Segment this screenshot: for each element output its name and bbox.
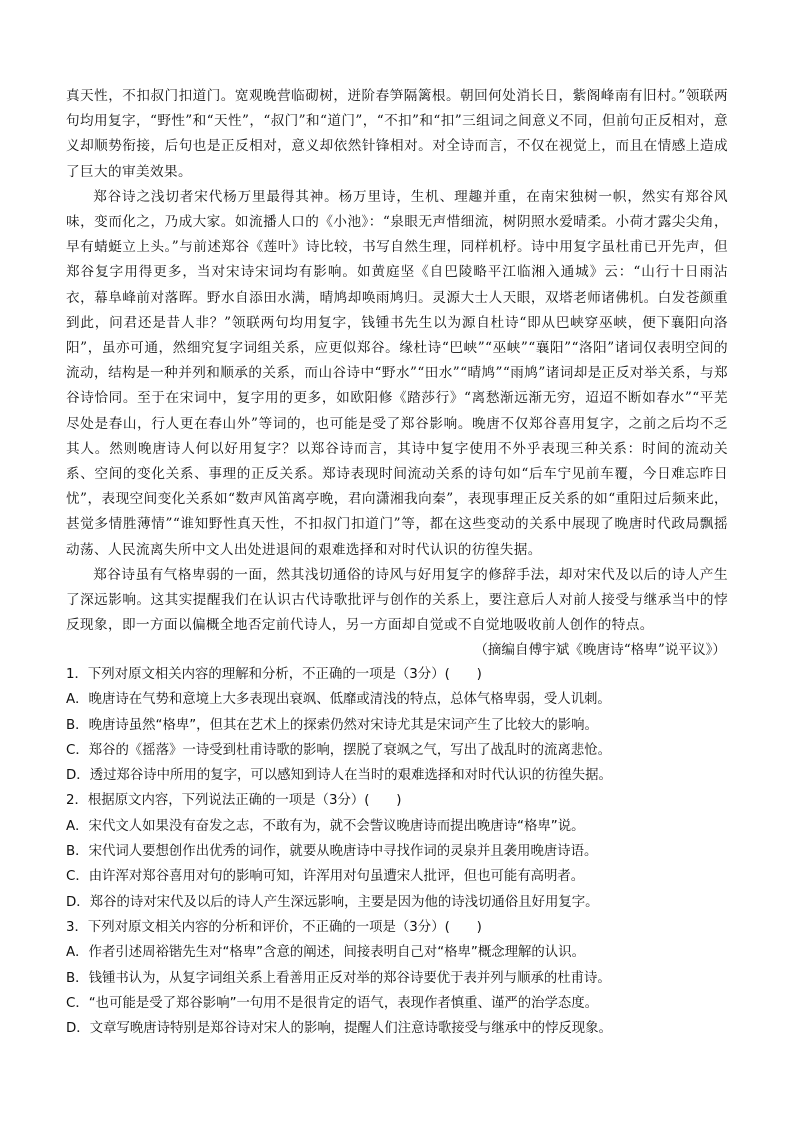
question-1-option-a: A．晚唐诗在气势和意境上大多表现出衰飒、低靡或清浅的特点，总体气格卑弱，受人讥刺。 [66,692,611,708]
question-3-option-d: D．文章写晚唐诗特别是郑谷诗对宋人的影响，提醒人们注意诗歌接受与继承中的悖反现象。 [66,1021,612,1037]
passage-paragraph-1: 真天性，不扣叔门扣道门。宽观晚营临砌树，迸阶春笋隔篱根。朝回何处消长日，紫阁峰南有旧村。”领联两句均用复字，“野性”和“天性”，“叔门”和“道门”，“不扣”和“扣”三组词之间意义不同，但前句正反相对，意义却顺势衔接，后句也是正反相对，意义却依然针锋相对。对全诗而言，不仅在视觉上，而且在情感上造成了巨大的审美效果。 [66,88,728,180]
question-list [66,662,736,1041]
question-2-option-c: C．由许浑对郑谷喜用对句的影响可知，许浑用对句虽遭宋人批评，但也可能有高明者。 [66,869,585,885]
question-3-option-c: C．“也可能是受了郑谷影响”一句用不是很肯定的语气，表现作者慎重、谨严的治学态度。 [66,995,599,1011]
question-1-option-b: B．晚唐诗虽然“格卑”，但其在艺术上的探索仍然对宋诗尤其是宋词产生了比较大的影响。 [66,717,598,733]
reading-passage [66,84,728,664]
question-2-option-b: B．宋代词人要想创作出优秀的词作，就要从晚唐诗中寻找作词的灵泉并且袭用晚唐诗语。 [66,844,598,860]
question-3-option-b: B．钱锺书认为，从复字词组关系上看善用正反对举的郑谷诗要优于表并列与顺承的杜甫诗。 [66,970,611,986]
question-1-option-d: D．透过郑谷诗中所用的复字，可以感知到诗人在当时的艰难选择和对时代认识的彷徨失据。 [66,768,612,784]
question-3-option-a: A．作者引述周裕锴先生对“格卑”含意的阐述，间接表明自己对“格卑”概念理解的认识。 [66,945,585,961]
question-1-option-c: C．郑谷的《摇落》一诗受到杜甫诗歌的影响，摆脱了衰飒之气，写出了战乱时的流离悲怆。 [66,742,611,758]
question-3-stem: 3．下列对原文相关内容的分析和评价，不正确的一项是（3分）( ) [66,919,482,935]
passage-paragraph-3: 郑谷诗虽有气格卑弱的一面，然其浅切通俗的诗风与好用复字的修辞手法，却对宋代及以后的诗人产生了深远影响。这其实提醒我们在认识古代诗歌批评与创作的关系上，要注意后人对前人接受与继承当中的悖反现象，即一方面以偏概全地否定前代诗人，另一方面却自觉或不自觉地吸收前人创作的特点。 [66,566,728,634]
passage-paragraph-2: 郑谷诗之浅切者宋代杨万里最得其神。杨万里诗，生机、理趣并重，在南宋独树一帜，然实有郑谷风味，变而化之，乃成大家。如流播人口的《小池》：“泉眼无声惜细流，树阴照水爱晴柔。小荷才露尖尖角，早有蜻蜓立上头。”与前述郑谷《莲叶》诗比较，书写自然生理，同样机杼。诗中用复字虽杜甫已开先声，但郑谷复字用得更多，当对宋诗宋词均有影响。如黄庭坚《自巴陵略平江临湘入通城》云：“山行十日雨沾衣，幕阜峰前对落晖。野水自添田水满，晴鸠却唤雨鸠归。灵源大士人天眼，双塔老师诸佛机。白发苍颜重到此，问君还是昔人非？”领联两句均用复字，钱锺书先生以为源自杜诗“即从巴峡穿巫峡，便下襄阳向洛阳”，虽亦可通，然细究复字词组关系，应更似郑谷。缘杜诗“巴峡”“巫峡”“襄阳”“洛阳”诸词仅表明空间的流动，结构是一种并列和顺承的关系，而山谷诗中“野水”“田水”“晴鸠”“雨鸠”诸词却是正反对举关系，与郑谷诗恰同。至于在宋词中，复字用的更多，如欧阳修《踏莎行》“离愁渐远渐无穷，迢迢不断如春水”“平芜尽处是春山，行人更在春山外”等词的，也可能是受了郑谷影响。晚唐不仅郑谷喜用复字，之前之后均不乏其人。然则晚唐诗人何以好用复字？以郑谷诗而言，其诗中复字使用不外乎表现三种关系：时间的流动关系、空间的变化关系、事理的正反关系。郑诗表现时间流动关系的诗句如“后车宁见前车覆，今日难忘昨日忧”，表现空间变化关系如“数声风笛离亭晚，君向潇湘我向秦”，表现事理正反关系的如“重阳过后频来此，甚觉多情胜薄情”“谁知野性真天性，不扣叔门扣道门”等，都在这些变动的关系中展现了晚唐时代政局飘摇动荡、人民流离失所中文人出处进退间的艰难选择和对时代认识的彷徨失据。 [66,188,728,558]
passage-source: （摘编自傅宇斌《晚唐诗“格卑”说平议》） [474,642,726,659]
question-2-option-d: D．郑谷的诗对宋代及以后的诗人产生深远影响，主要是因为他的诗浅切通俗且好用复字。 [66,894,599,910]
question-2-stem: 2．根据原文内容，下列说法正确的一项是（3分）( ) [66,793,402,809]
question-1-stem: 1．下列对原文相关内容的理解和分析，不正确的一项是（3分）( ) [66,667,482,682]
question-2-option-a: A．宋代文人如果没有奋发之志，不敢有为，就不会訾议晚唐诗而提出晚唐诗“格卑”说。 [66,818,585,834]
